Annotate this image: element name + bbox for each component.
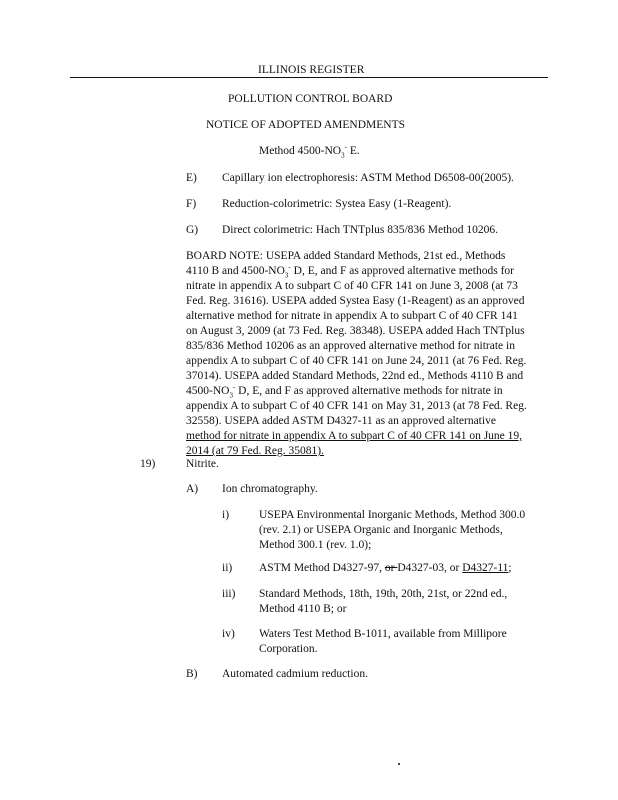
board-note-line: 4110 B and $4500-NO_3^-$ D, E, and F as approved alternative methods for bbox=[186, 263, 514, 280]
header-rule bbox=[70, 77, 548, 78]
roman-iv-label: iv) bbox=[222, 628, 235, 640]
board-note-line-inserted: 2014 (at 79 Fed. Reg. 35081). bbox=[186, 445, 324, 457]
roman-ii-text: ASTM Method D4327-97, or D4327-03, or D4327-11; bbox=[259, 562, 512, 574]
inserted-text: D4327-11 bbox=[462, 562, 509, 574]
sub-a-label: A) bbox=[186, 483, 199, 495]
sub-b-text: Automated cadmium reduction. bbox=[222, 668, 368, 680]
board-note-line: BOARD NOTE: USEPA added Standard Methods, 21st ed., Methods bbox=[186, 250, 506, 262]
method-prefix: Method 4500-NO bbox=[259, 145, 342, 157]
board-note-line-inserted: method for nitrate in appendix A to subpart C of 40 CFR 141 on June 19, bbox=[186, 430, 523, 442]
notice-title: NOTICE OF ADOPTED AMENDMENTS bbox=[206, 119, 406, 131]
board-note-line: Fed. Reg. 31616). USEPA added Systea Easy (1-Reagent) as an approved bbox=[186, 295, 525, 307]
item-g-text: Direct colorimetric: Hach TNTplus 835/836 Method 10206. bbox=[222, 224, 499, 236]
method-sup: - bbox=[344, 143, 347, 152]
roman-i-label: i) bbox=[222, 509, 230, 521]
board-note-line: 835/836 Method 10206 as an approved alternative method for nitrate in bbox=[186, 340, 515, 352]
method-line bbox=[259, 144, 360, 158]
register-title: ILLINOIS REGISTER bbox=[258, 64, 365, 76]
sub-b-label: B) bbox=[186, 668, 198, 680]
section-19-title: Nitrite. bbox=[186, 458, 219, 470]
board-note-line: 37014). USEPA added Standard Methods, 22nd ed., Methods 4110 B and bbox=[186, 370, 524, 382]
board-note bbox=[186, 249, 527, 459]
board-note-line: 32558). USEPA added ASTM D4327-11 as an approved alternative bbox=[186, 415, 496, 427]
board-note-line: on August 3, 2009 (at 73 Fed. Reg. 38348). USEPA added Hach TNTplus bbox=[186, 325, 525, 337]
item-f-label: F) bbox=[186, 198, 197, 210]
roman-iv-text: Waters Test Method B-1011, available from Millipore Corporation. bbox=[259, 628, 507, 655]
section-19-label: 19) bbox=[140, 458, 156, 470]
method-sub: 3 bbox=[341, 151, 345, 160]
method-suffix: E. bbox=[346, 145, 360, 157]
roman-ii-label: ii) bbox=[222, 562, 233, 574]
roman-iii-label: iii) bbox=[222, 588, 236, 600]
roman-i-text: USEPA Environmental Inorganic Methods, Method 300.0 (rev. 2.1) or USEPA Organic and Inorganic Methods, Method 300.1 (rev. 1.0); bbox=[259, 509, 526, 551]
board-title: POLLUTION CONTROL BOARD bbox=[228, 93, 393, 105]
board-note-line: appendix A to subpart C of 40 CFR 141 on May 31, 2013 (at 78 Fed. Reg. bbox=[186, 400, 527, 412]
board-note-line: nitrate in appendix A to subpart C of 40 CFR 141 on June 3, 2008 (at 73 bbox=[186, 280, 518, 292]
board-note-line: $4500-NO_3^-$ D, E, and F as approved alternative methods for nitrate in bbox=[186, 383, 503, 400]
item-g-label: G) bbox=[186, 224, 199, 236]
board-note-line: appendix A to subpart C of 40 CFR 141 on June 24, 2011 (at 76 Fed. Reg. bbox=[186, 355, 527, 367]
item-f-text: Reduction-colorimetric: Systea Easy (1-Reagent). bbox=[222, 198, 452, 210]
sub-a-text: Ion chromatography. bbox=[222, 483, 318, 495]
scan-speck bbox=[398, 763, 400, 765]
roman-iii-text: Standard Methods, 18th, 19th, 20th, 21st, or 22nd ed., Method 4110 B; or bbox=[259, 588, 508, 615]
item-e-text: Capillary ion electrophoresis: ASTM Method D6508-00(2005). bbox=[222, 172, 514, 184]
struck-text: or bbox=[384, 562, 398, 574]
board-note-line: alternative method for nitrate in appendix A to subpart C of 40 CFR 141 bbox=[186, 310, 518, 322]
item-e-label: E) bbox=[186, 172, 197, 184]
